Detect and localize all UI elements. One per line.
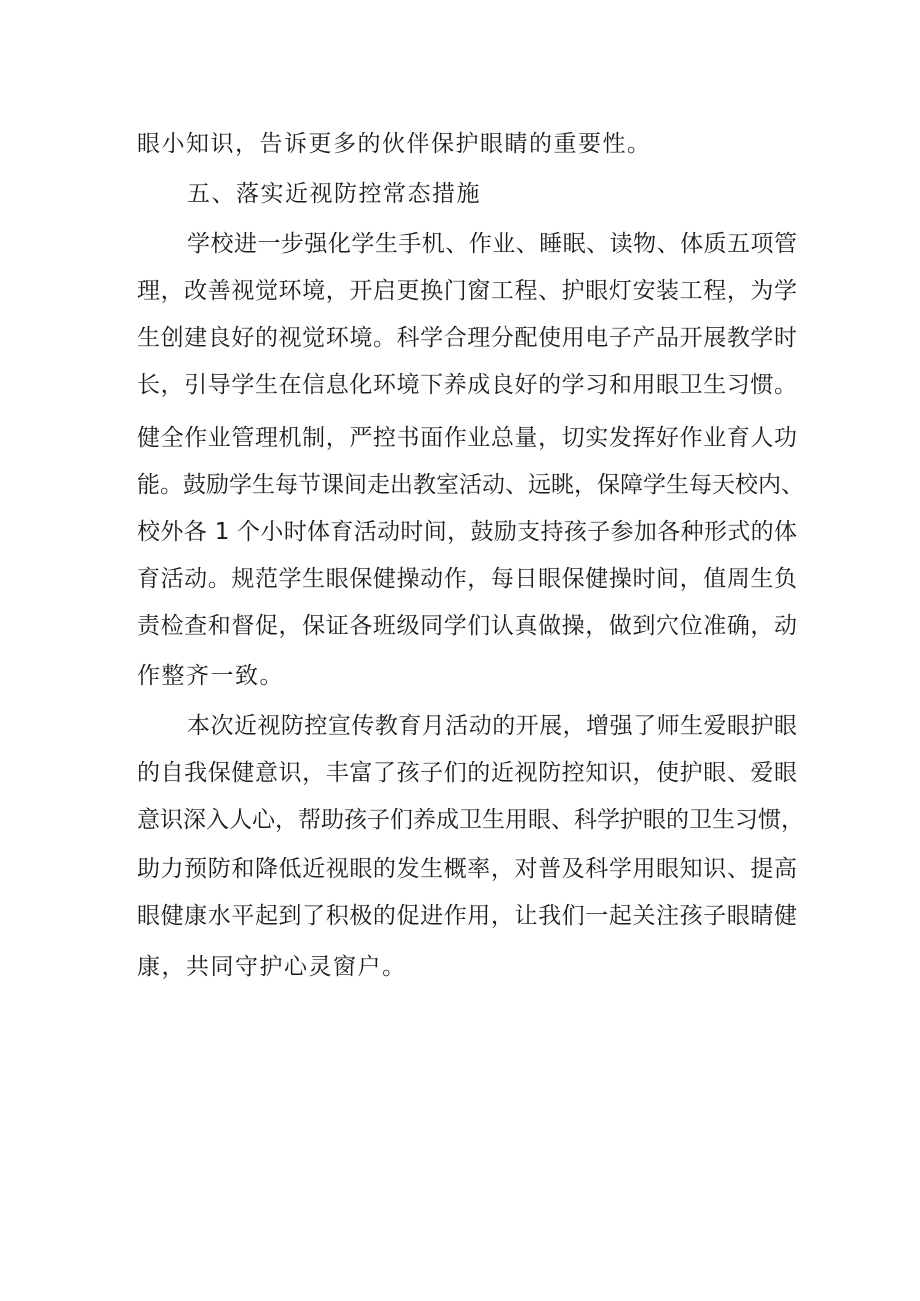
text-line: 的自我保健意识，丰富了孩子们的近视防控知识，使护眼、爱眼 bbox=[137, 760, 797, 786]
text-line: 校外各 1 个小时体育活动时间，鼓励支持孩子参加各种形式的体 bbox=[137, 519, 797, 545]
text-line: 生创建良好的视觉环境。科学合理分配使用电子产品开展教学时 bbox=[137, 325, 797, 351]
text-line: 眼健康水平起到了积极的促进作用，让我们一起关注孩子眼睛健 bbox=[137, 903, 797, 929]
text-line: 健全作业管理机制，严控书面作业总量，切实发挥好作业育人功 bbox=[137, 425, 797, 451]
text-line: 眼小知识，告诉更多的伙伴保护眼睛的重要性。 bbox=[137, 131, 652, 157]
text-line: 本次近视防控宣传教育月活动的开展，增强了师生爱眼护眼 bbox=[187, 713, 797, 739]
text-line: 学校进一步强化学生手机、作业、睡眠、读物、体质五项管 bbox=[187, 231, 797, 257]
text-line: 责检查和督促，保证各班级同学们认真做操，做到穴位准确，动 bbox=[137, 613, 797, 639]
text-line: 理，改善视觉环境，开启更换门窗工程、护眼灯安装工程，为学 bbox=[137, 278, 797, 304]
section-heading: 五、落实近视防控常态措施 bbox=[187, 181, 481, 207]
text-line: 助力预防和降低近视眼的发生概率，对普及科学用眼知识、提高 bbox=[137, 856, 797, 882]
text-line: 作整齐一致。 bbox=[137, 663, 284, 689]
text-line: 能。鼓励学生每节课间走出教室活动、远眺，保障学生每天校内、 bbox=[137, 472, 804, 498]
text-line: 长，引导学生在信息化环境下养成良好的学习和用眼卫生习惯。 bbox=[137, 372, 797, 398]
text-line: 意识深入人心，帮助孩子们养成卫生用眼、科学护眼的卫生习惯， bbox=[137, 807, 804, 833]
text-line: 育活动。规范学生眼保健操动作，每日眼保健操时间，值周生负 bbox=[137, 566, 797, 592]
text-line: 康，共同守护心灵窗户。 bbox=[137, 954, 407, 980]
